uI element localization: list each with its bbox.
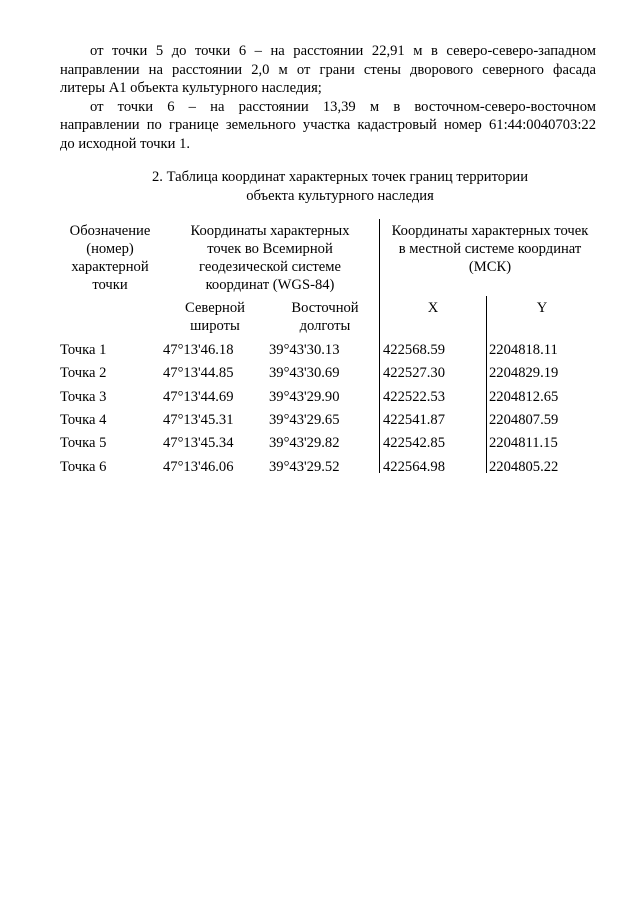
table-cell-lon: 39°43'29.65 <box>269 411 340 428</box>
header-wgs-line: Координаты характерных <box>190 223 350 239</box>
subheader-north-line: Северной <box>185 300 245 316</box>
paragraph-1-line-2: направлении на расстоянии 2,0 м от грани стены дворового северного фасада <box>60 62 596 78</box>
table-cell-lat: 47°13'46.18 <box>163 342 234 358</box>
table-cell-x: 422564.98 <box>383 458 446 475</box>
table-cell-x: 422527.30 <box>383 365 446 382</box>
table-title-line-2: объекта культурного наследия <box>246 187 434 204</box>
table-cell-lat: 47°13'46.06 <box>163 458 234 475</box>
table-cell-lon: 39°43'30.13 <box>269 342 340 358</box>
table-cell-lon: 39°43'30.69 <box>269 365 340 382</box>
header-msk-line: Координаты характерных точек <box>391 223 589 239</box>
subheader-east-line: Восточной <box>291 300 359 316</box>
paragraph-2-line-3: до исходной точки 1. <box>60 136 191 152</box>
subheader-north <box>165 299 265 335</box>
table-cell-x: 422541.87 <box>383 411 446 428</box>
header-msk-line: (МСК) <box>468 259 512 275</box>
subheader-north-line: широты <box>190 318 240 334</box>
subheader-east <box>270 299 380 335</box>
table-cell-lon: 39°43'29.52 <box>269 458 340 475</box>
table-cell-name: Точка 2 <box>60 365 107 382</box>
table-cell-lat: 47°13'44.69 <box>163 388 234 405</box>
table-title <box>60 168 620 205</box>
table-cell-y: 2204805.22 <box>489 458 559 475</box>
table-cell-lat: 47°13'45.31 <box>163 411 234 428</box>
table-cell-lon: 39°43'29.90 <box>269 388 340 405</box>
table-cell-y: 2204812.65 <box>489 388 559 405</box>
table-cell-name: Точка 5 <box>60 435 107 452</box>
table-cell-x: 422522.53 <box>383 388 446 405</box>
table-cell-x: 422568.59 <box>383 342 446 358</box>
table-cell-x: 422542.85 <box>383 435 446 452</box>
subheader-x: X <box>427 300 439 316</box>
table-cell-y: 2204807.59 <box>489 411 559 428</box>
header-designation-line: (номер) <box>86 241 134 257</box>
table-cell-lon: 39°43'29.82 <box>269 435 340 452</box>
table-cell-y: 2204811.15 <box>489 435 558 452</box>
header-designation-line: характерной <box>71 259 149 275</box>
header-designation <box>50 222 170 294</box>
header-msk-line: в местной системе координат <box>398 241 582 257</box>
header-wgs-line: точек во Всемирной <box>207 241 333 257</box>
header-designation-line: Обозначение <box>69 223 151 239</box>
table-cell-y: 2204829.19 <box>489 365 559 382</box>
paragraph-1-line-3: литеры А1 объекта культурного наследия; <box>60 80 322 96</box>
table-cell-name: Точка 3 <box>60 388 107 405</box>
table-cell-y: 2204818.11 <box>489 342 558 358</box>
table-cell-lat: 47°13'44.85 <box>163 365 234 382</box>
table-cell-name: Точка 1 <box>60 342 107 358</box>
paragraph-2-line-1: от точки 6 – на расстоянии 13,39 м в восточном-северо-восточном <box>90 99 596 115</box>
header-wgs-line: координат (WGS-84) <box>205 277 335 293</box>
table-cell-name: Точка 6 <box>60 458 107 475</box>
subheader-east-line: долготы <box>299 318 351 334</box>
header-msk <box>380 222 600 276</box>
table-title-line-1: 2. Таблица координат характерных точек границ территории <box>151 169 529 185</box>
paragraph-1-line-1: от точки 5 до точки 6 – на расстоянии 22,91 м в северо-северо-западном <box>90 43 596 59</box>
subheader-y: Y <box>536 300 548 316</box>
header-wgs-line: геодезической системе <box>199 259 341 275</box>
table-cell-name: Точка 4 <box>60 411 107 428</box>
header-designation-line: точки <box>92 277 128 293</box>
paragraph-2-line-2: направлении по границе земельного участка кадастровый номер 61:44:0040703:22 <box>60 117 596 133</box>
column-divider-xy <box>486 296 487 473</box>
header-wgs <box>170 222 370 294</box>
table-cell-lat: 47°13'45.34 <box>163 435 234 452</box>
